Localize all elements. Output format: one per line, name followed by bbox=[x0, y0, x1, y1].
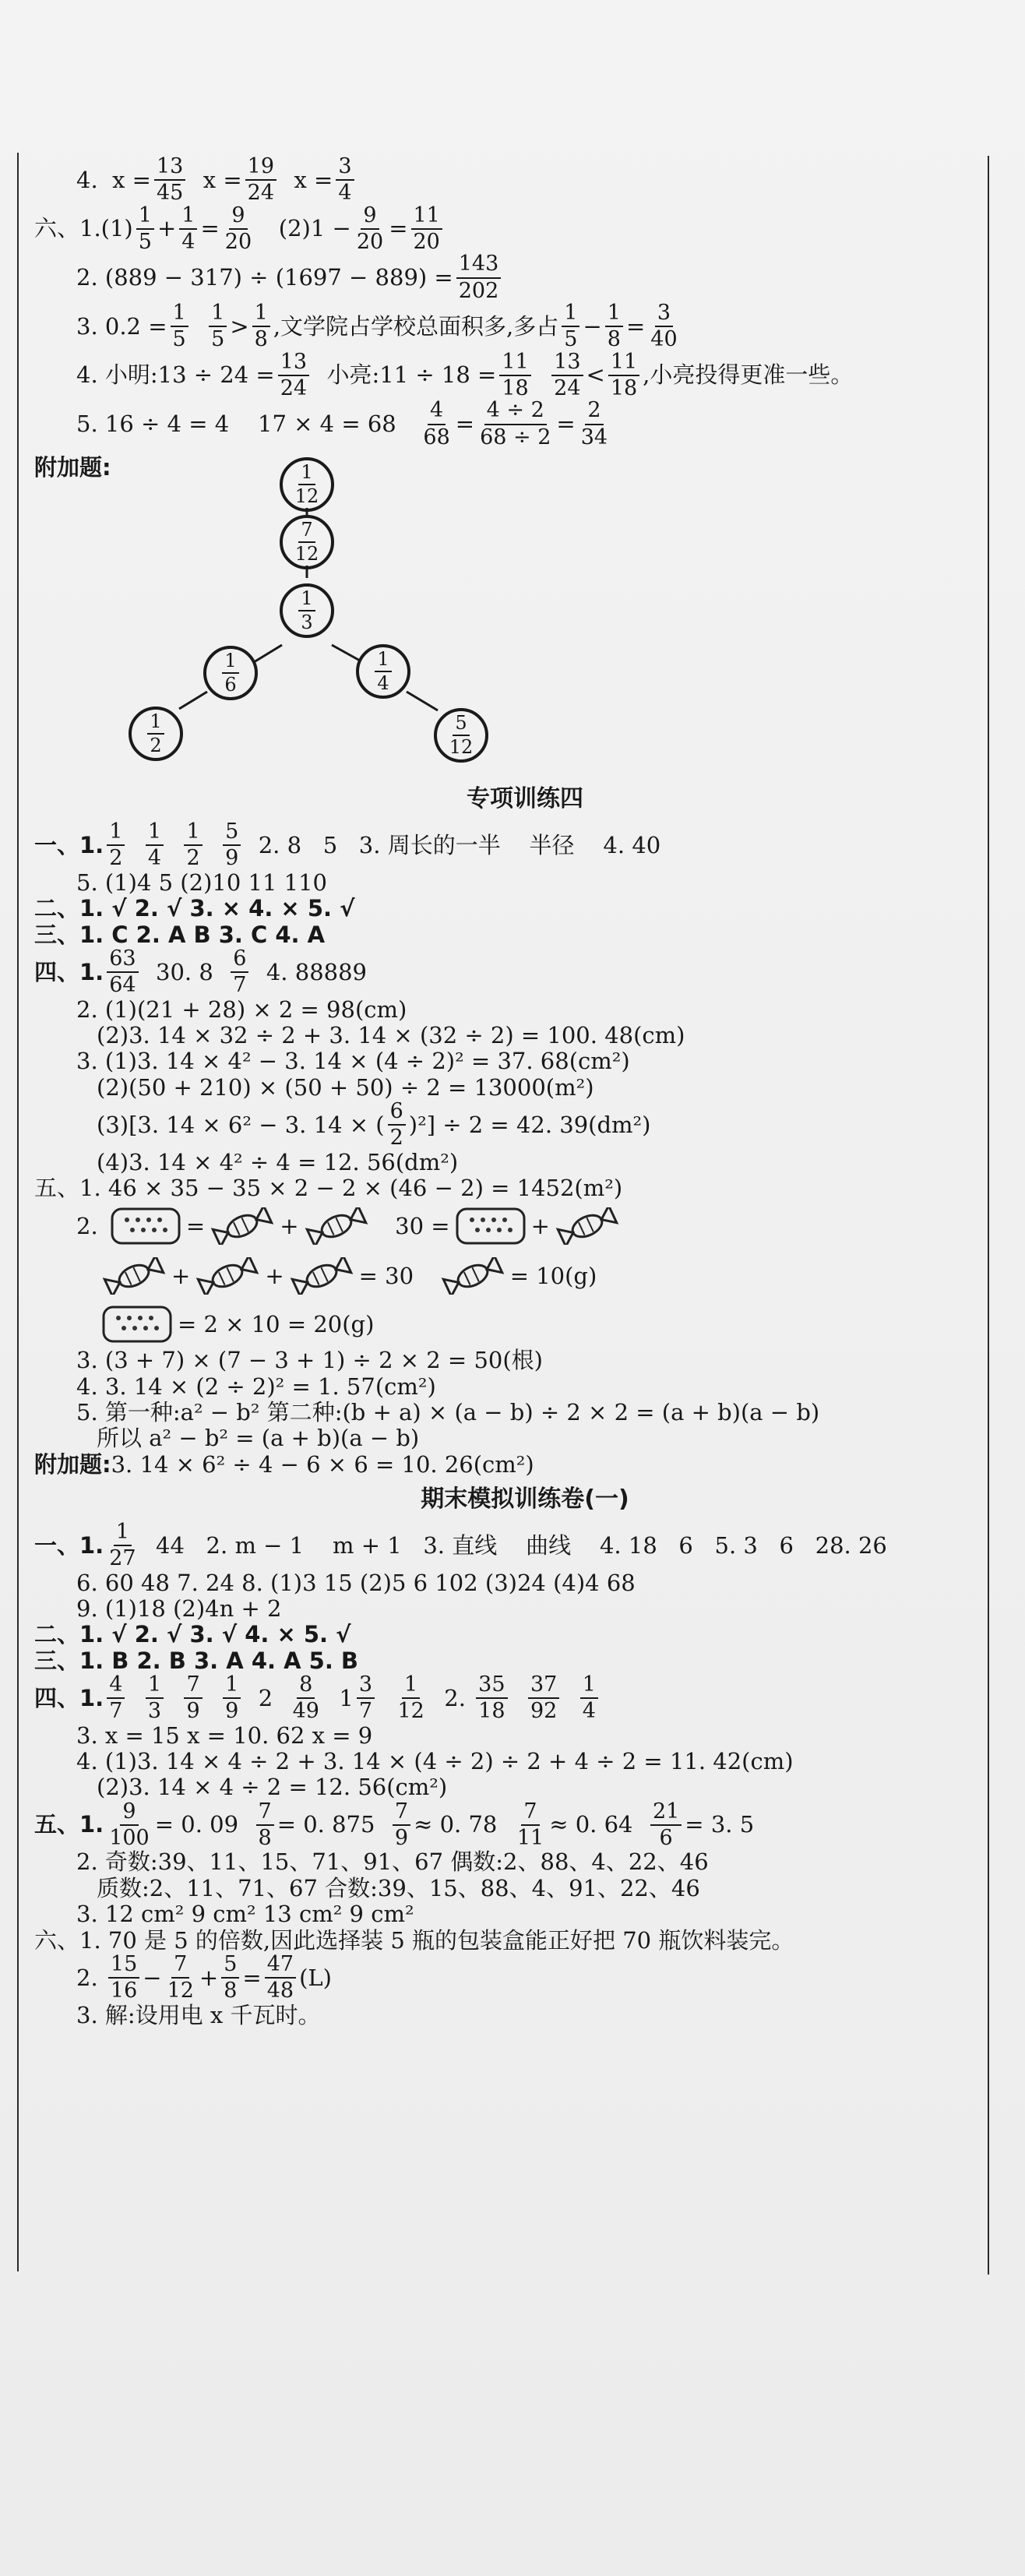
answer-line: 二、1. √ 2. √ 3. × 4. × 5. √ bbox=[34, 895, 355, 922]
section-heading: 四、1. bbox=[34, 958, 104, 985]
text: x = bbox=[294, 166, 333, 193]
fraction: $\frac{63}{64}$ bbox=[107, 948, 138, 997]
fraction: $\frac{6}{2}$ bbox=[388, 1101, 406, 1150]
fraction: $\frac{9}{20}$ bbox=[356, 203, 384, 255]
connector-line bbox=[179, 692, 207, 709]
fraction: $\frac{143}{202}$ bbox=[456, 253, 502, 302]
fraction: $\frac{1}{8}$ bbox=[252, 302, 270, 351]
answer-line: 所以 a² − b² = (a + b)(a − b) bbox=[97, 1425, 420, 1452]
answer-line: (4)3. 14 × 4² ÷ 4 = 12. 56(dm²) bbox=[97, 1148, 459, 1175]
biscuit-icon bbox=[110, 1207, 181, 1246]
answer-line: (2)3. 14 × 4 ÷ 2 = 12. 56(cm²) bbox=[97, 1774, 448, 1801]
operator: = bbox=[455, 411, 475, 438]
text: = 3. 5 bbox=[685, 1811, 755, 1838]
connector-line bbox=[332, 645, 360, 661]
operator: = bbox=[200, 215, 220, 242]
fraction: $\frac{3}{7}$ bbox=[357, 1674, 375, 1723]
fraction: $\frac{37}{92}$ bbox=[528, 1674, 559, 1723]
operator: + bbox=[157, 215, 177, 242]
answer-line bbox=[34, 1452, 977, 1478]
operator: + bbox=[171, 1262, 191, 1289]
answer-line: 6. 60 48 7. 24 8. (1)3 15 (2)5 6 102 (3)24 (4)4 68 bbox=[76, 1569, 636, 1596]
answer-line bbox=[34, 1201, 977, 1251]
fraction: $\frac{11}{20}$ bbox=[411, 205, 442, 254]
operator: = bbox=[185, 1212, 206, 1239]
operator: = bbox=[556, 411, 576, 438]
text: (889 − 317) ÷ (1697 − 889) = bbox=[104, 264, 453, 291]
operator: = bbox=[389, 215, 408, 242]
answer-line: 9. (1)18 (2)4n + 2 bbox=[76, 1595, 282, 1623]
tree-node: $\frac{1}{2}$ bbox=[129, 707, 183, 761]
answer-line: 5. 第一种:a² − b² 第二种:(b + a) × (a − b) ÷ 2 × 2 = (a + b)(a − b) bbox=[76, 1398, 820, 1425]
fraction: $\frac{1}{9}$ bbox=[223, 1674, 241, 1723]
answer-line bbox=[34, 1801, 977, 1850]
item-number: 2. bbox=[76, 264, 98, 291]
answer-line bbox=[34, 302, 977, 351]
tree-node: $\frac{1}{12}$ bbox=[280, 457, 334, 512]
answer-line: 五、1. 46 × 35 − 35 × 2 − 2 × (46 − 2) = 1452(m²) bbox=[34, 1174, 623, 1201]
text: 30 = bbox=[395, 1212, 450, 1239]
fraction: $\frac{5}{9}$ bbox=[223, 821, 241, 870]
text: 1 bbox=[339, 1684, 354, 1711]
fraction: $\frac{13}{45}$ bbox=[154, 156, 185, 205]
fraction: $\frac{1}{4}$ bbox=[179, 205, 197, 254]
answer-line: 5. (1)4 5 (2)10 11 110 bbox=[76, 869, 327, 896]
text: ≈ 0. 64 bbox=[549, 1811, 633, 1838]
text: 4. 88889 bbox=[266, 958, 367, 985]
operator: − bbox=[143, 1964, 162, 1991]
section-heading: 一、1. bbox=[34, 1531, 104, 1559]
fraction: $\frac{3}{40}$ bbox=[650, 301, 678, 352]
fraction: $\frac{21}{6}$ bbox=[650, 1801, 682, 1850]
operator: + bbox=[199, 1964, 219, 1991]
text: (3)[3. 14 × 6² − 3. 14 × ( bbox=[97, 1111, 385, 1138]
candy-icon bbox=[304, 1207, 369, 1245]
text: 2. bbox=[444, 1684, 466, 1711]
fraction: $\frac{4}{7}$ bbox=[107, 1674, 125, 1723]
text: 小明:13 ÷ 24 = bbox=[104, 361, 275, 389]
answer-line bbox=[34, 253, 977, 302]
answer-line bbox=[34, 1951, 977, 2003]
answer-line: 六、1. 70 是 5 的倍数,因此选择装 5 瓶的包装盒能正好把 70 瓶饮料装完。 bbox=[34, 1926, 794, 1954]
text: = 10(g) bbox=[509, 1262, 597, 1289]
fraction: $\frac{4}{68}$ bbox=[423, 398, 450, 449]
answer-line bbox=[34, 1521, 977, 1570]
text: x = bbox=[203, 166, 242, 193]
answer-line: 3. (1)3. 14 × 4² − 3. 14 × (4 ÷ 2)² = 37. 68(cm²) bbox=[76, 1048, 630, 1075]
item-number: 4. bbox=[76, 166, 98, 193]
connector-line bbox=[407, 692, 438, 710]
fraction: $\frac{15}{16}$ bbox=[108, 1954, 139, 2003]
fraction: $\frac{13}{24}$ bbox=[551, 351, 583, 400]
section-title: 期末模拟训练卷(一) bbox=[421, 1485, 629, 1513]
answer-line bbox=[34, 821, 977, 870]
fraction: $\frac{1}{12}$ bbox=[397, 1672, 424, 1724]
answer-line: 二、1. √ 2. √ 3. √ 4. × 5. √ bbox=[34, 1621, 351, 1648]
fraction: $\frac{6}{7}$ bbox=[231, 948, 248, 997]
text: (2)1 − bbox=[278, 215, 351, 242]
tree-node: $\frac{1}{3}$ bbox=[280, 583, 334, 638]
fraction: $\frac{35}{18}$ bbox=[476, 1674, 507, 1723]
answer-line bbox=[34, 156, 977, 205]
answer-line bbox=[34, 1098, 977, 1151]
fraction: $\frac{7}{12}$ bbox=[167, 1951, 194, 2003]
fraction: $\frac{1}{8}$ bbox=[605, 302, 623, 351]
fraction: $\frac{47}{48}$ bbox=[265, 1954, 296, 2003]
biscuit-icon bbox=[455, 1207, 527, 1246]
section-heading: 一、1. bbox=[34, 831, 104, 858]
answer-line: 2. (1)(21 + 28) × 2 = 98(cm) bbox=[76, 996, 407, 1023]
tree-node: $\frac{1}{6}$ bbox=[203, 646, 258, 700]
item-number: 3. bbox=[76, 312, 98, 340]
tree-node: $\frac{1}{4}$ bbox=[356, 644, 410, 699]
answer-line: (2)(50 + 210) × (50 + 50) ÷ 2 = 13000(m²) bbox=[97, 1073, 594, 1101]
candy-icon bbox=[195, 1257, 260, 1295]
right-margin-rule bbox=[988, 156, 989, 2275]
text: 0.2 = bbox=[104, 312, 167, 340]
operator: + bbox=[530, 1212, 550, 1239]
text: (L) bbox=[299, 1964, 332, 1991]
bonus-label: 附加题: bbox=[34, 1450, 111, 1478]
answer-line: 3. 12 cm² 9 cm² 13 cm² 9 cm² bbox=[76, 1901, 414, 1928]
text: = 30 bbox=[358, 1262, 414, 1289]
fraction-tree-diagram bbox=[34, 449, 977, 768]
candy-icon bbox=[101, 1257, 167, 1295]
answer-line: 3. (3 + 7) × (7 − 3 + 1) ÷ 2 × 2 = 50(根) bbox=[76, 1347, 543, 1374]
answer-line: 3. 解:设用电 x 千瓦时。 bbox=[76, 2001, 321, 2028]
answer-line: 4. (1)3. 14 × 4 ÷ 2 + 3. 14 × (4 ÷ 2) ÷ 2 + 4 ÷ 2 = 11. 42(cm) bbox=[76, 1748, 794, 1775]
text: 小亮:11 ÷ 18 = bbox=[326, 361, 497, 389]
text: 30. 8 bbox=[156, 958, 213, 985]
text: ≈ 0. 78 bbox=[414, 1811, 498, 1838]
fraction: $\frac{9}{20}$ bbox=[224, 203, 252, 255]
fraction: $\frac{4 \div 2}{68 \div 2}$ bbox=[480, 398, 551, 449]
fraction: $\frac{9}{100}$ bbox=[109, 1799, 150, 1851]
item-number: 2. bbox=[76, 1964, 98, 1991]
answer-line bbox=[34, 1301, 977, 1348]
text: 2 bbox=[258, 1684, 273, 1711]
bonus-label: 附加题: bbox=[34, 454, 111, 481]
text: x = bbox=[112, 166, 151, 193]
answer-content bbox=[34, 156, 977, 2028]
operator: + bbox=[280, 1212, 299, 1239]
fraction: $\frac{1}{2}$ bbox=[107, 821, 125, 870]
text: ,文学院占学校总面积多,多占 bbox=[273, 312, 559, 340]
fraction: $\frac{11}{18}$ bbox=[499, 351, 530, 400]
section-heading: 六、1. bbox=[34, 215, 101, 242]
section-title: 专项训练四 bbox=[467, 785, 583, 813]
text: = 0. 09 bbox=[154, 1811, 239, 1838]
operator: + bbox=[265, 1262, 284, 1289]
fraction: $\frac{1}{2}$ bbox=[184, 821, 202, 870]
answer-line bbox=[34, 1674, 977, 1723]
connector-line bbox=[254, 645, 282, 662]
biscuit-icon bbox=[101, 1305, 173, 1344]
fraction: $\frac{1}{4}$ bbox=[580, 1674, 598, 1723]
answer-line bbox=[34, 948, 977, 997]
answer-line bbox=[34, 205, 977, 254]
text: = 0. 875 bbox=[277, 1811, 375, 1838]
fraction: $\frac{2}{34}$ bbox=[580, 398, 608, 449]
section-heading: 五、1. bbox=[34, 1811, 104, 1838]
text: = 2 × 10 = 20(g) bbox=[178, 1310, 375, 1337]
text: ,小亮投得更准一些。 bbox=[643, 361, 854, 389]
answer-line: 2. 奇数:39、11、15、71、91、67 偶数:2、88、4、22、46 bbox=[76, 1848, 709, 1876]
candy-icon bbox=[289, 1257, 354, 1295]
text: 2. 8 5 3. 周长的一半 半径 4. 40 bbox=[258, 831, 661, 858]
fraction: $\frac{7}{9}$ bbox=[393, 1801, 410, 1850]
fraction: $\frac{5}{8}$ bbox=[221, 1954, 239, 2003]
answer-line: 三、1. B 2. B 3. A 4. A 5. B bbox=[34, 1647, 359, 1674]
tree-node: $\frac{5}{12}$ bbox=[434, 708, 488, 763]
fraction: $\frac{1}{4}$ bbox=[146, 821, 164, 870]
fraction: $\frac{19}{24}$ bbox=[245, 156, 277, 205]
tree-node: $\frac{7}{12}$ bbox=[280, 515, 334, 569]
operator: > bbox=[230, 312, 249, 340]
operator: = bbox=[242, 1964, 262, 1991]
text: (1) bbox=[100, 215, 133, 242]
section-heading: 四、1. bbox=[34, 1684, 104, 1711]
fraction: $\frac{1}{5}$ bbox=[562, 302, 579, 351]
candy-icon bbox=[440, 1257, 505, 1295]
answer-line: 质数:2、11、71、67 合数:39、15、88、4、91、22、46 bbox=[97, 1874, 700, 1901]
fraction: $\frac{1}{5}$ bbox=[209, 302, 227, 351]
fraction: $\frac{7}{9}$ bbox=[184, 1674, 202, 1723]
answer-line bbox=[34, 1251, 977, 1301]
fraction: $\frac{1}{3}$ bbox=[146, 1674, 164, 1723]
fraction: $\frac{3}{4}$ bbox=[336, 156, 354, 205]
answer-line: 4. 3. 14 × (2 ÷ 2)² = 1. 57(cm²) bbox=[76, 1373, 436, 1400]
answer-line: 3. x = 15 x = 10. 62 x = 9 bbox=[76, 1721, 373, 1749]
fraction: $\frac{7}{8}$ bbox=[256, 1801, 274, 1850]
fraction: $\frac{1}{5}$ bbox=[136, 205, 154, 254]
candy-icon bbox=[210, 1207, 275, 1245]
fraction: $\frac{13}{24}$ bbox=[278, 351, 309, 400]
fraction: $\frac{8}{49}$ bbox=[292, 1672, 319, 1724]
answer-line bbox=[34, 400, 977, 449]
fraction: $\frac{1}{27}$ bbox=[109, 1520, 136, 1571]
operator: < bbox=[586, 361, 605, 389]
text: 44 2. m − 1 m + 1 3. 直线 曲线 4. 18 6 5. 3 6 28. 26 bbox=[156, 1531, 887, 1559]
candy-icon bbox=[555, 1207, 620, 1245]
text: 16 ÷ 4 = 4 17 × 4 = 68 bbox=[104, 411, 396, 438]
fraction: $\frac{7}{11}$ bbox=[516, 1799, 544, 1851]
item-number: 4. bbox=[76, 361, 98, 389]
left-margin-rule bbox=[17, 153, 19, 2271]
item-number: 5. bbox=[76, 411, 98, 438]
text: )²] ÷ 2 = 42. 39(dm²) bbox=[408, 1111, 651, 1138]
answer-line: 三、1. C 2. A B 3. C 4. A bbox=[34, 921, 326, 948]
fraction: $\frac{1}{5}$ bbox=[171, 302, 188, 351]
operator: = bbox=[625, 312, 646, 340]
answer-line bbox=[34, 351, 977, 400]
fraction: $\frac{11}{18}$ bbox=[608, 351, 639, 400]
text: 3. 14 × 6² ÷ 4 − 6 × 6 = 10. 26(cm²) bbox=[111, 1450, 534, 1478]
item-number: 2. bbox=[76, 1212, 98, 1239]
operator: − bbox=[583, 312, 602, 340]
answer-line: (2)3. 14 × 32 ÷ 2 + 3. 14 × (32 ÷ 2) = 100. 48(cm) bbox=[97, 1021, 685, 1048]
